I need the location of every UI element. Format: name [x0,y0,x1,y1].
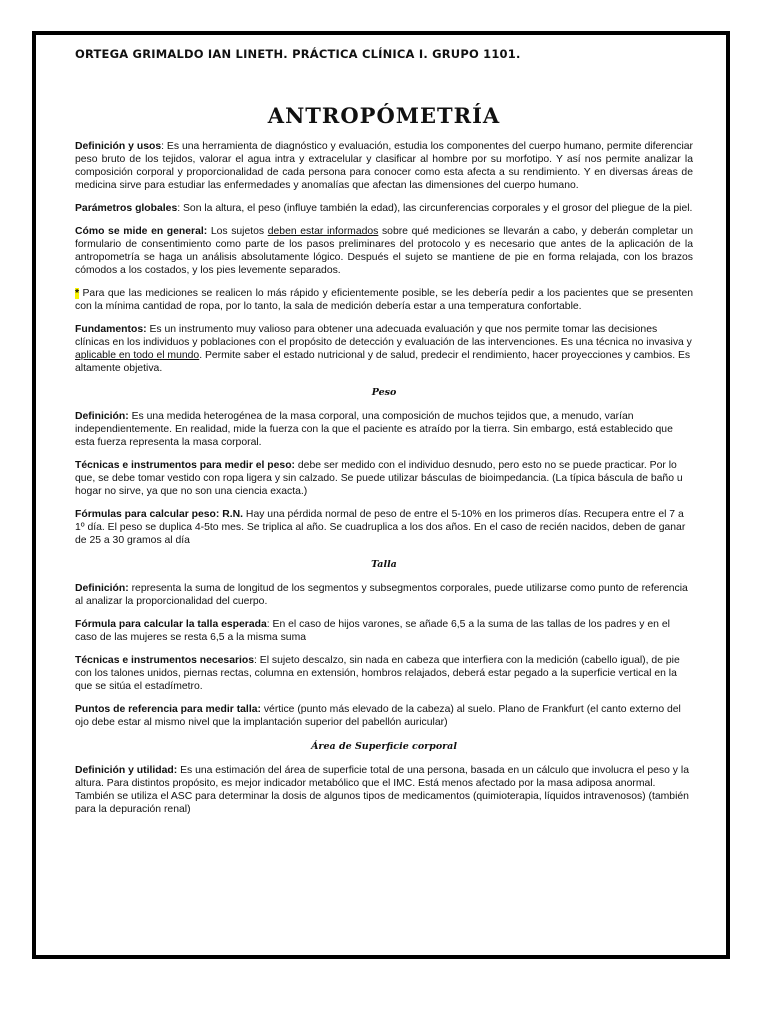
paragraph-peso-tecnicas [75,459,693,498]
paragraph-peso-definicion [75,410,693,449]
underlined-text: deben estar informados [267,226,379,237]
label: Técnicas e instrumentos para medir el peso: [75,460,296,471]
label: Definición: [75,583,129,594]
label: Cómo se mide en general: [75,226,208,237]
section-title-area: Área de Superficie corporal [311,741,457,752]
label: Parámetros globales [75,203,178,214]
document-title: ANTROPÓMETRÍA [267,103,501,128]
text: Es una medida heterogénea de la masa corporal, una composición de muchos tejidos que, a menudo, varían independientemente. En realidad, mide la fuerza con la que el paciente es atraído por la tierra. Sin embargo, está establecido que esta fuerza representa la masa corporal. [75,411,673,448]
text: vértice (punto más elevado de la cabeza) al suelo. Plano de Frankfurt (el canto externo del ojo debe estar al mismo nivel que la implantación superior del pabellón auricular) [75,704,681,728]
underlined-text: aplicable en todo el mundo [75,350,200,361]
text: Es una estimación del área de superficie total de una persona, basada en un cálculo que involucra el peso y la altura. Para distintos propósito, es mejor indicador metabólico que el IMC. Está menos afectado por la masa adiposa anormal. También se utiliza el ASC para determinar la dosis de algunos tipos de medicamentos (quimioterapia, líquidos intravenosos) (también para la depuración renal) [75,765,689,815]
paragraph-area-definicion [75,764,693,816]
paragraph-como-se-mide [75,225,693,277]
paragraph-nota-ropa [75,287,693,313]
paragraph-fundamentos [75,323,693,375]
text: representa la suma de longitud de los segmentos y subsegmentos corporales, puede utilizarse como punto de referencia al analizar la proporcionalidad del cuerpo. [75,583,688,607]
text: : El sujeto descalzo, sin nada en cabeza que interfiera con la medición (cabello igual), de pie con los talones unidos, piernas rectas, columna en extensión, hombros relajados, deberá estar pegado a la superficie vertical en la que se sitúa el estadímetro. [75,655,680,692]
section-title-talla: Talla [371,559,397,570]
text: . Permite saber el estado nutricional y de salud, predecir el rendimiento, hacer proyecciones y cambios. Es altamente objetiva. [75,350,691,374]
paragraph-definicion-usos [75,140,693,192]
paragraph-peso-formulas [75,508,693,547]
paragraph-talla-tecnicas [75,654,693,693]
text: Para que las mediciones se realicen lo más rápido y eficientemente posible, se les debería pedir a los pacientes que se presenten con la mínima cantidad de ropa, por lo tanto, la sala de medición debería estar a una temperatura confortable. [75,288,693,312]
text: : En el caso de hijos varones, se añade 6,5 a la suma de las tallas de los padres y en el caso de las mujeres se resta 6,5 a la misma suma [75,619,670,643]
text-pre: Es un instrumento muy valioso para obtener una adecuada evaluación y que nos permite tomar las decisiones clínicas en los individuos y poblaciones con el propósito de detección y evaluación de las intervenciones. Es una técnica no invasiva y [75,324,692,348]
text: : Es una herramienta de diagnóstico y evaluación, estudia los componentes del cuerpo humano, permite diferenciar peso bruto de los tejidos, valorar el agua intra y extracelular y clasificar al hombre por su morfotipo. Y así nos permite analizar la composición corporal y proporcionalidad de cada persona para conocer como esta afecta a su rendimiento. Y en diversas áreas de medicina sirve para estudiar las enfermedades y anomalías que afectan las dimensiones del cuerpo humano. [75,141,694,191]
text: : Son la altura, el peso (influye también la edad), las circunferencias corporales y el grosor del pliegue de la piel. [177,203,693,214]
paragraph-talla-puntos [75,703,693,729]
paragraph-parametros-globales [75,202,693,215]
label: Definición y usos [75,141,162,152]
document-header: ORTEGA GRIMALDO IAN LINETH. PRÁCTICA CLÍNICA I. GRUPO 1101. [75,47,521,61]
label: Fundamentos: [75,324,147,335]
label: Fórmula para calcular la talla esperada [75,619,267,630]
text: sobre qué mediciones se llevarán a cabo, y deberán completar un formulario de consentimiento como parte de los pasos preliminares del protocolo y es necesario que antes de la aplicación de la antropometría se haga un análisis absolutamente lógico. Después el sujeto se mantiene de pie en forma relajada, con los brazos cómodos a los costados, y los pies levemente separados. [75,226,693,276]
text-pre: Los sujetos [207,226,268,237]
document-body [75,47,693,826]
label: Técnicas e instrumentos necesarios [75,655,255,666]
label: Puntos de referencia para medir talla: [75,704,261,715]
text: debe ser medido con el individuo desnudo, pero esto no se puede practicar. Por lo que, se debe tomar vestido con ropa ligera y sin calzado. Se puede utilizar básculas de bioimpedancia. (La típica báscula de baño u hogar no sirve, ya que no son una ciencia exacta.) [75,460,683,497]
section-title-peso: Peso [371,387,397,398]
label: Definición: [75,411,129,422]
label: Fórmulas para calcular peso: R.N. [75,509,244,520]
paragraph-talla-definicion [75,582,693,608]
text: Hay una pérdida normal de peso de entre el 5-10% en los primeros días. Recupera entre el 7 a 1º día. El peso se duplica 4-5to mes. Se triplica al año. Se cuadruplica a los dos años. En el caso de recién nacidos, deben de ganar de 25 a 30 gramos al día [75,509,686,546]
label: Definición y utilidad: [75,765,178,776]
highlight-asterisk: * [75,288,80,299]
paragraph-talla-formula [75,618,693,644]
